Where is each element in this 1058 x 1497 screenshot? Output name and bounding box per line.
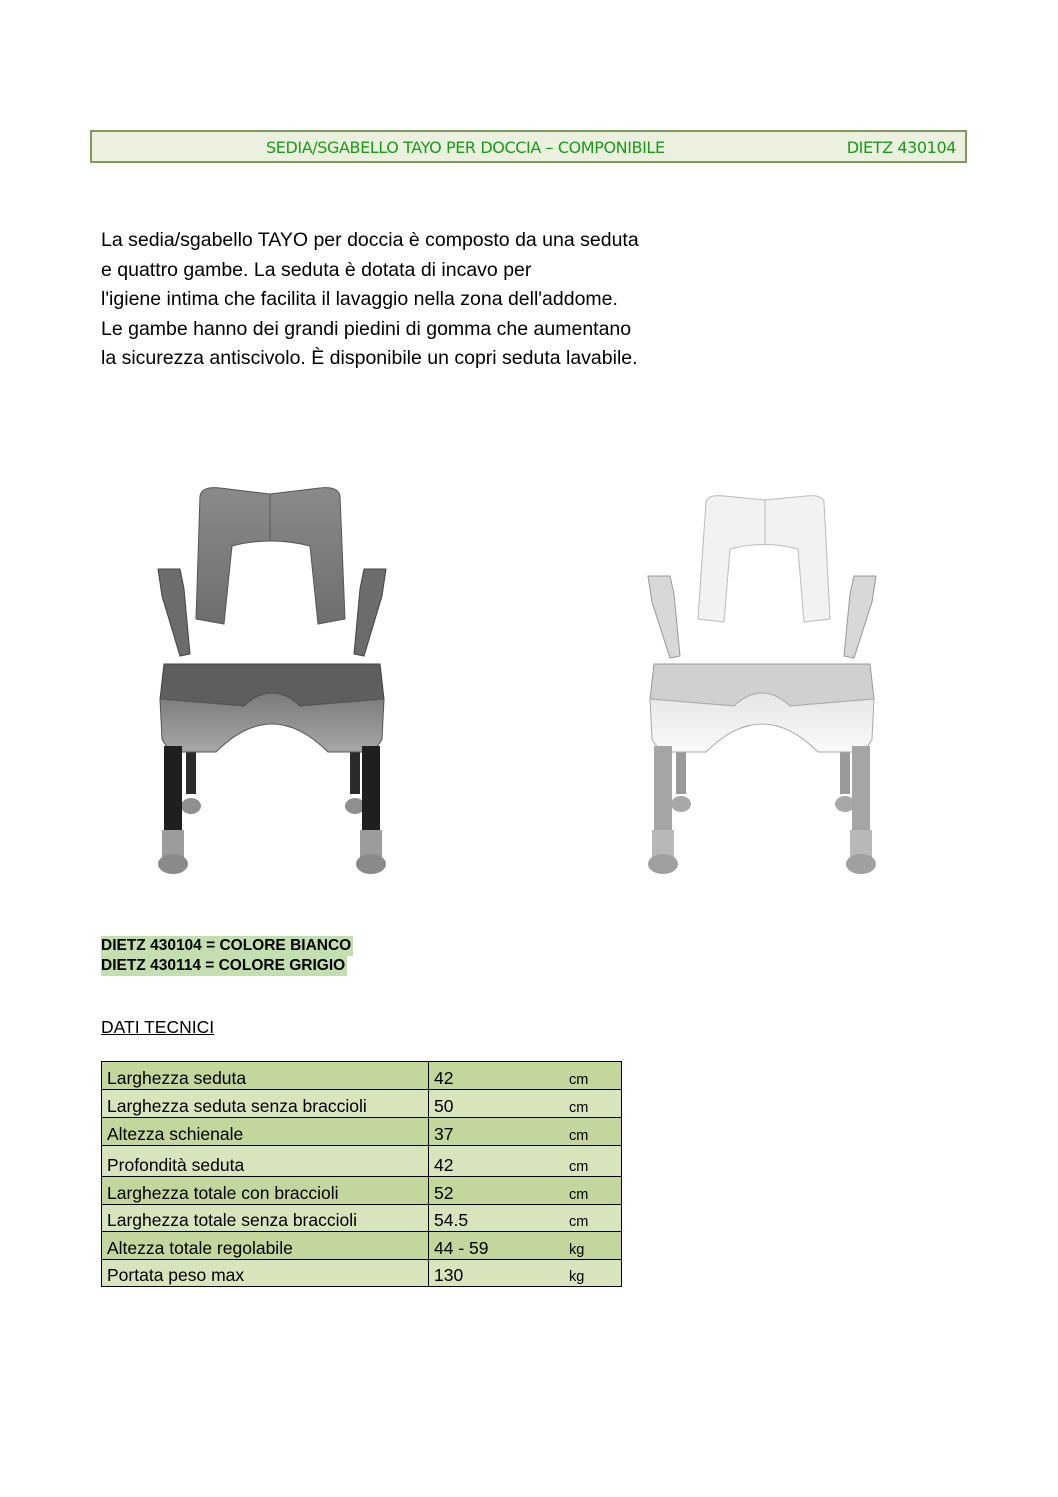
spec-label: Larghezza seduta [102,1062,429,1090]
table-row [102,1118,622,1146]
variant-code: DIETZ 430114 = COLORE GRIGIO [101,957,346,974]
section-title: DATI TECNICI [101,1017,215,1037]
spec-value: 50 [429,1090,565,1118]
spec-unit: kg [564,1260,622,1287]
specs-table [101,1061,622,1287]
spec-unit: kg [564,1232,622,1260]
intro-paragraph [101,226,721,374]
spec-label: Larghezza totale con braccioli [102,1177,429,1205]
spec-value: 130 [429,1260,565,1287]
table-row [102,1062,622,1090]
spec-value: 54.5 [429,1205,565,1232]
spec-value: 37 [429,1118,565,1146]
spec-label: Altezza schienale [102,1118,429,1146]
spec-value: 44 - 59 [429,1232,565,1260]
table-row [102,1232,622,1260]
intro-line: Le gambe hanno dei grandi piedini di gomma che aumentano [101,317,632,340]
table-row [102,1090,622,1118]
spec-label: Larghezza totale senza braccioli [102,1205,429,1232]
table-row [102,1260,622,1287]
spec-unit: cm [564,1090,622,1118]
spec-label: Portata peso max [102,1260,429,1287]
variant-codes [101,936,353,976]
spec-value: 52 [429,1177,565,1205]
spec-unit: cm [564,1062,622,1090]
table-row [102,1146,622,1177]
spec-label: Larghezza seduta senza braccioli [102,1090,429,1118]
spec-value: 42 [429,1062,565,1090]
table-row [102,1177,622,1205]
grey-chair-image [150,484,395,884]
spec-unit: cm [564,1205,622,1232]
spec-unit: cm [564,1177,622,1205]
white-chair-image [640,494,885,884]
spec-unit: cm [564,1146,622,1177]
variant-code: DIETZ 430104 = COLORE BIANCO [101,937,352,954]
spec-label: Profondità seduta [102,1146,429,1177]
intro-line: la sicurezza antiscivolo. È disponibile un copri seduta lavabile. [101,347,638,370]
spec-label: Altezza totale regolabile [102,1232,429,1260]
intro-line: e quattro gambe. La seduta è dotata di incavo per [101,258,532,281]
header-box [90,130,967,163]
intro-line: La sedia/sgabello TAYO per doccia è composto da una seduta [101,229,639,251]
table-row [102,1205,622,1232]
intro-line: l'igiene intima che facilita il lavaggio nella zona dell'addome. [101,288,618,311]
page-title: SEDIA/SGABELLO TAYO PER DOCCIA – COMPONIBILE [266,138,665,157]
spec-unit: cm [564,1118,622,1146]
product-code: DIETZ 430104 [846,138,956,157]
spec-value: 42 [429,1146,565,1177]
